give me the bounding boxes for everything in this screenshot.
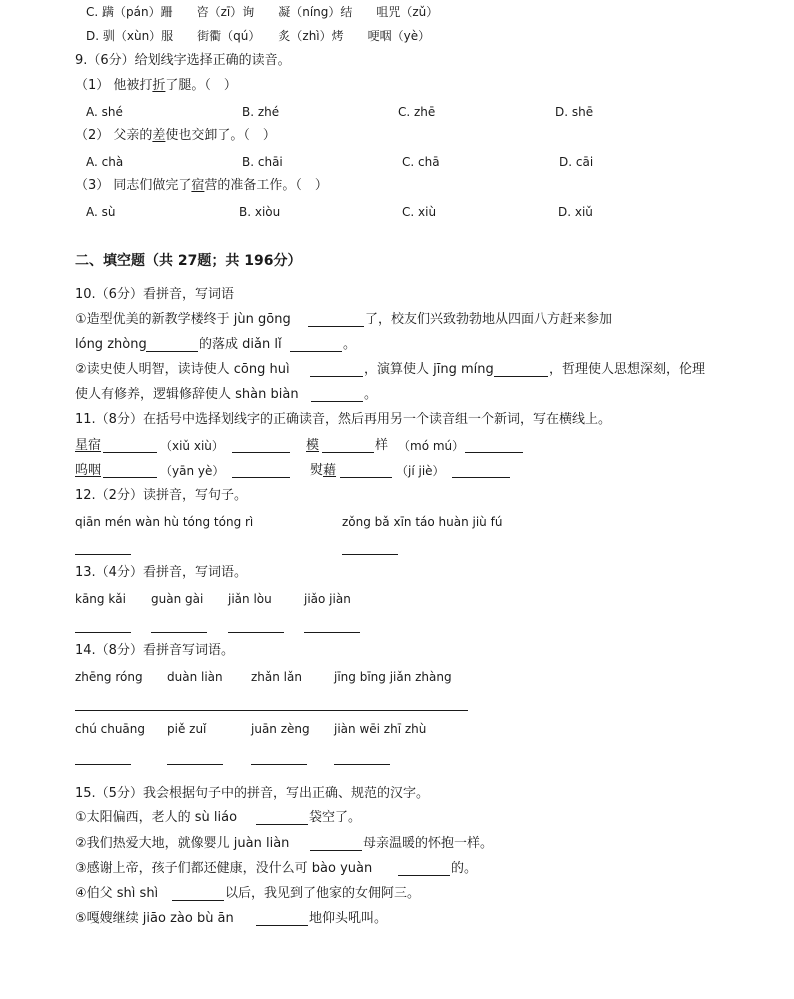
q9-s3-option-b[interactable]: B. xiòu xyxy=(239,205,281,219)
q9-sub3: （3） 同志们做完了宿营的准备工作。（ ） xyxy=(75,178,328,193)
q13-pinyin-2: guàn gài xyxy=(151,592,204,606)
q11-word-yang: 样 xyxy=(375,438,389,453)
answer-blank[interactable] xyxy=(256,824,308,825)
answer-blank[interactable] xyxy=(103,452,157,453)
answer-blank[interactable] xyxy=(342,554,398,555)
q10-line4b: 。 xyxy=(364,387,378,402)
answer-blank[interactable] xyxy=(452,477,510,478)
q11-pinyin-options: （yān yè） xyxy=(160,464,225,478)
answer-blank[interactable] xyxy=(228,632,284,633)
q15-s4b: 以后，我见到了他家的女佣阿三。 xyxy=(225,886,421,901)
q10-line2c: 。 xyxy=(343,337,357,352)
q9-s2-option-d[interactable]: D. cāi xyxy=(559,155,594,169)
answer-blank[interactable] xyxy=(232,452,290,453)
q9-sub2: （2） 父亲的差使也交卸了。（ ） xyxy=(75,128,276,143)
q9-title: 9.（6分）给划线字选择正确的读音。 xyxy=(75,53,291,68)
answer-blank[interactable] xyxy=(172,900,224,901)
answer-blank[interactable] xyxy=(334,764,390,765)
q14-pinyin-4: jīng bīng jiǎn zhàng xyxy=(334,670,452,684)
answer-blank[interactable] xyxy=(75,554,131,555)
q9-s3-option-c[interactable]: C. xiù xyxy=(402,205,437,219)
q10-line1a: ①造型优美的新教学楼终于 jùn gōng xyxy=(75,312,291,327)
q15-s1a: ①太阳偏西，老人的 sù liáo xyxy=(75,810,238,825)
answer-blank[interactable] xyxy=(310,850,362,851)
q9-s2-option-c[interactable]: C. chā xyxy=(402,155,440,169)
q9-s3-option-d[interactable]: D. xiǔ xyxy=(558,205,593,219)
q8-option-c: C. 蹒（pán）跚 咨（zī）询 凝（níng）结 咀咒（zǔ） xyxy=(86,5,439,19)
q14-pinyin-5: chú chuāng xyxy=(75,722,146,736)
q14-pinyin-8: jiàn wēi zhī zhù xyxy=(334,722,427,736)
q9-s3-option-a[interactable]: A. sù xyxy=(86,205,116,219)
q14-pinyin-7: juān zèng xyxy=(251,722,310,736)
q9-s1-option-a[interactable]: A. shé xyxy=(86,105,123,119)
answer-blank[interactable] xyxy=(465,452,523,453)
q13-pinyin-1: kāng kǎi xyxy=(75,592,126,606)
q10-line2b: 的落成 diǎn lǐ xyxy=(199,337,282,352)
q10-line2a: lóng zhòng xyxy=(75,337,147,352)
answer-blank[interactable] xyxy=(232,477,290,478)
answer-blank[interactable] xyxy=(340,477,392,478)
answer-blank[interactable] xyxy=(304,632,360,633)
underlined-char: 折 xyxy=(152,78,166,93)
underlined-char: 宿 xyxy=(191,178,205,193)
answer-blank[interactable] xyxy=(310,376,363,377)
q14-pinyin-2: duàn liàn xyxy=(167,670,223,684)
q12-title: 12.（2分）读拼音，写句子。 xyxy=(75,488,247,503)
q12-pinyin-2: zǒng bǎ xīn táo huàn jiù fú xyxy=(342,515,503,529)
answer-blank[interactable] xyxy=(151,632,207,633)
answer-blank[interactable] xyxy=(251,764,307,765)
q9-s2-option-a[interactable]: A. chà xyxy=(86,155,124,169)
q11-word-yunjie: 熨藉 xyxy=(310,463,337,478)
answer-blank[interactable] xyxy=(256,925,308,926)
q9-s1-option-c[interactable]: C. zhē xyxy=(398,105,436,119)
underlined-char: 差 xyxy=(152,128,166,143)
q14-title: 14.（8分）看拼音写词语。 xyxy=(75,643,234,658)
q8-option-d: D. 驯（xùn）服 街衢（qú） 炙（zhì）烤 哽咽（yè） xyxy=(86,29,431,43)
q15-s3a: ③感谢上帝，孩子们都还健康，没什么可 bào yuàn xyxy=(75,861,373,876)
answer-blank[interactable] xyxy=(75,632,131,633)
q10-title: 10.（6分）看拼音，写词语 xyxy=(75,287,234,302)
q9-s1-option-b[interactable]: B. zhé xyxy=(242,105,280,119)
q11-title: 11.（8分）在括号中选择划线字的正确读音，然后再用另一个读音组一个新词，写在横线上。 xyxy=(75,412,611,427)
answer-line[interactable] xyxy=(75,710,468,711)
answer-blank[interactable] xyxy=(75,764,131,765)
q14-pinyin-1: zhēng róng xyxy=(75,670,143,684)
q12-pinyin-1: qiān mén wàn hù tóng tóng rì xyxy=(75,515,254,529)
q15-s1b: 袋空了。 xyxy=(309,810,362,825)
q15-s5a: ⑤嘎嫂继续 jiāo zào bù ān xyxy=(75,911,234,926)
q10-line3c: ，哲理使人思想深刻，伦理 xyxy=(549,362,706,377)
q14-pinyin-3: zhǎn lǎn xyxy=(251,670,302,684)
answer-blank[interactable] xyxy=(311,401,363,402)
q9-s1-option-d[interactable]: D. shē xyxy=(555,105,594,119)
q15-s5b: 地仰头吼叫。 xyxy=(309,911,388,926)
answer-blank[interactable] xyxy=(290,351,342,352)
q15-s2a: ②我们热爱大地，就像婴儿 juàn liàn xyxy=(75,836,290,851)
answer-blank[interactable] xyxy=(146,351,198,352)
q15-s3b: 的。 xyxy=(451,861,478,876)
q11-pinyin-options: （jí jiè） xyxy=(396,464,445,478)
underlined-char: 藉 xyxy=(323,463,337,478)
q13-title: 13.（4分）看拼音，写词语。 xyxy=(75,565,247,580)
q10-line1b: 了，校友们兴致勃勃地从四面八方赶来参加 xyxy=(365,312,613,327)
q10-line3b: ，演算使人 jīng míng xyxy=(364,362,494,377)
q9-s2-option-b[interactable]: B. chāi xyxy=(242,155,283,169)
q15-s2b: 母亲温暖的怀抱一样。 xyxy=(363,836,494,851)
q10-line4a: 使人有修养，逻辑修辞使人 shàn biàn xyxy=(75,387,299,402)
q13-pinyin-4: jiǎo jiàn xyxy=(304,592,351,606)
q11-word-xingxiu: 星宿 xyxy=(75,438,102,453)
q9-sub1: （1） 他被打折了腿。（ ） xyxy=(75,78,237,93)
q14-pinyin-6: piě zuǐ xyxy=(167,722,207,736)
q11-pinyin-options: （mó mú） xyxy=(398,439,465,453)
answer-blank[interactable] xyxy=(308,326,364,327)
q11-word-wuyan: 呜咽 xyxy=(75,463,102,478)
q15-s4a: ④伯父 shì shì xyxy=(75,886,159,901)
q11-word-mo: 模 xyxy=(306,438,320,453)
answer-blank[interactable] xyxy=(494,376,548,377)
answer-blank[interactable] xyxy=(398,875,450,876)
answer-blank[interactable] xyxy=(322,452,374,453)
section-title: 二、填空题（共 27题；共 196分） xyxy=(75,253,302,269)
q15-title: 15.（5分）我会根据句子中的拼音，写出正确、规范的汉字。 xyxy=(75,786,429,801)
answer-blank[interactable] xyxy=(167,764,223,765)
q10-line3a: ②读史使人明智，读诗使人 cōng huì xyxy=(75,362,290,377)
q13-pinyin-3: jiǎn lòu xyxy=(228,592,272,606)
q11-pinyin-options: （xiǔ xiù） xyxy=(160,439,224,453)
answer-blank[interactable] xyxy=(103,477,157,478)
